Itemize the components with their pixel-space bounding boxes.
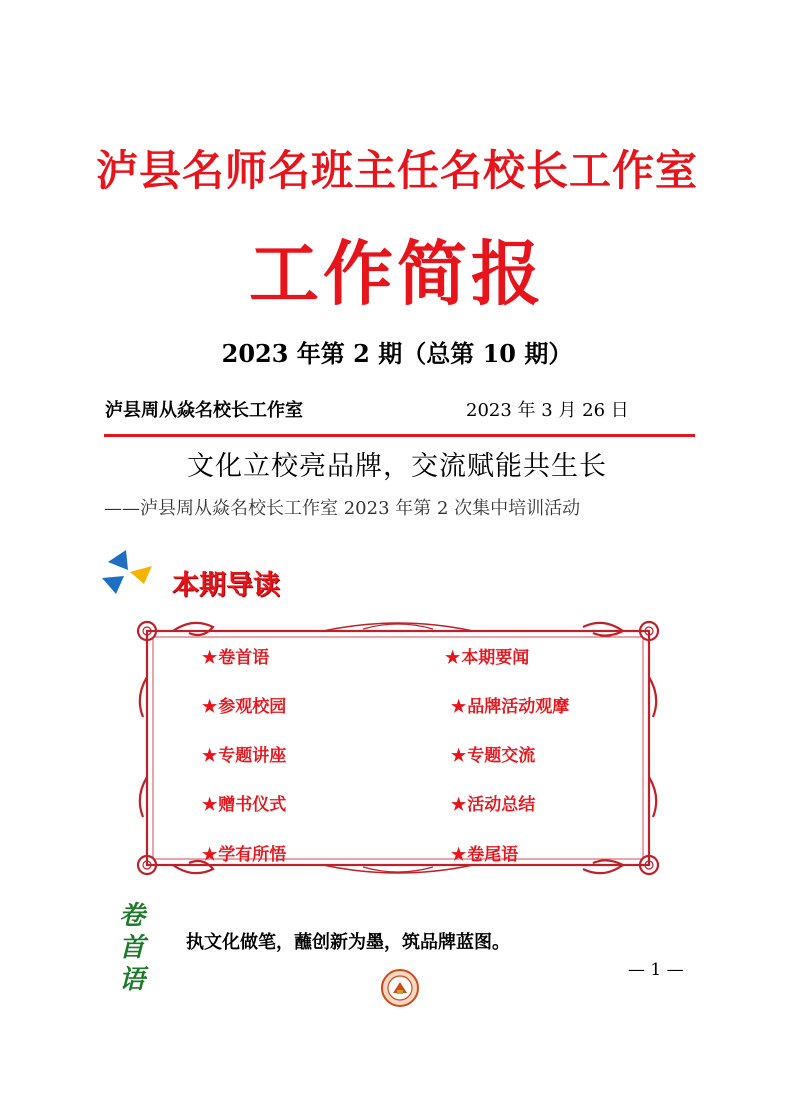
logo-pinwheel-icon — [98, 548, 154, 600]
bulletin-title: 工作简报 — [249, 232, 545, 315]
header-rule — [104, 434, 695, 437]
toc-item-campus-visit: ★参观校园 — [202, 697, 287, 717]
toc-item-brand-activity: ★品牌活动观摩 — [451, 697, 570, 717]
page-number: — 1 — — [628, 960, 684, 980]
preface-lead-text: 执文化做笔，蘸创新为墨，筑品牌蓝图。 — [186, 932, 510, 953]
toc-item-summary: ★活动总结 — [451, 795, 536, 815]
toc-item-learnings: ★学有所悟 — [202, 845, 287, 865]
toc-item-exchange: ★专题交流 — [451, 746, 536, 766]
issue-number: 2023 年第 2 期（总第 10 期） — [221, 339, 573, 368]
toc-heading: 本期导读 — [172, 570, 280, 601]
school-seal-icon — [380, 968, 420, 1008]
article-headline: 文化立校亮品牌，交流赋能共生长 — [187, 451, 607, 482]
publisher: 泸县周从焱名校长工作室 — [105, 400, 303, 421]
toc-item-news: ★本期要闻 — [445, 648, 530, 668]
publish-date: 2023 年 3 月 26 日 — [466, 400, 629, 421]
article-subheadline: ——泸县周从焱名校长工作室 2023 年第 2 次集中培训活动 — [104, 498, 581, 519]
toc-item-epilogue: ★卷尾语 — [451, 845, 519, 865]
toc-item-lecture: ★专题讲座 — [202, 746, 287, 766]
preface-side-label: 卷 首 语 — [118, 901, 145, 995]
toc-item-book-ceremony: ★赠书仪式 — [202, 795, 287, 815]
toc-item-preface: ★卷首语 — [202, 648, 270, 668]
org-title: 泸县名师名班主任名校长工作室 — [95, 146, 698, 195]
